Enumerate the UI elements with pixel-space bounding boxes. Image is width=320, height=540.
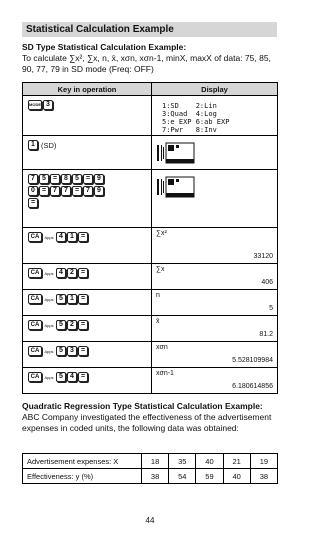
shift-label: Apps	[44, 375, 54, 380]
calculator-key: =	[78, 294, 88, 304]
display-cell	[152, 290, 278, 316]
table-row	[23, 170, 278, 228]
display-value: 6.180614856	[232, 383, 273, 390]
display-label: ∑x	[156, 266, 165, 273]
lcd-segment	[163, 181, 164, 193]
lcd-segment	[166, 159, 194, 163]
operation-table	[22, 82, 278, 394]
display-cell	[152, 264, 278, 290]
header-key-in: Key in operation	[23, 83, 152, 96]
calculator-key: 3	[43, 100, 53, 110]
calculator-key: =	[78, 372, 88, 382]
lcd-segment	[163, 147, 164, 159]
quad-example-text: ABC Company investigated the effectiveness of the advertisement expenses in coded units, the following data was obtained:	[22, 412, 272, 433]
calculator-key: 0	[28, 186, 38, 196]
display-cell	[152, 342, 278, 368]
table-row	[23, 316, 278, 342]
calculator-key: 2	[67, 320, 77, 330]
calculator-key: =	[28, 198, 38, 208]
data-cell: 40	[196, 454, 223, 469]
calculator-key: 7	[28, 174, 38, 184]
key-cell	[23, 264, 152, 290]
lcd-stat-screen	[156, 141, 196, 165]
shift-label: Apps	[44, 297, 54, 302]
calculator-key: 3	[67, 346, 77, 356]
calculator-key: CA	[28, 372, 42, 382]
display-label: ∑x²	[156, 230, 167, 237]
lcd-segment	[166, 193, 194, 197]
calculator-key: 7	[83, 186, 93, 196]
data-cell: 19	[250, 454, 277, 469]
mode-tag: (SD)	[41, 141, 57, 151]
calculator-key: 9	[94, 186, 104, 196]
display-value: 406	[261, 279, 273, 286]
lcd-segment	[161, 145, 162, 161]
key-cell	[23, 96, 152, 136]
display-value: 5.528109984	[232, 357, 273, 364]
sd-example-title: SD Type Statistical Calculation Example:	[22, 42, 187, 52]
calculator-key: 2	[67, 268, 77, 278]
calculator-key: 8	[61, 174, 71, 184]
key-cell	[23, 316, 152, 342]
lcd-segment	[168, 145, 174, 151]
calculator-key: =	[78, 346, 88, 356]
display-label: xσn-1	[156, 370, 174, 377]
key-cell	[23, 228, 152, 264]
calculator-key: =	[78, 232, 88, 242]
table-row	[23, 228, 278, 264]
calculator-key: 5	[56, 372, 66, 382]
display-cell	[152, 316, 278, 342]
operation-table-header	[23, 83, 278, 96]
shift-label: Apps	[44, 349, 54, 354]
data-row	[23, 469, 278, 484]
data-cell: 18	[142, 454, 169, 469]
display-cell	[152, 136, 278, 170]
display-cell	[152, 96, 278, 136]
calculator-key: 1	[67, 232, 77, 242]
calculator-key: 1	[28, 140, 38, 150]
table-row	[23, 136, 278, 170]
lcd-segment	[157, 179, 159, 195]
lcd-segment	[168, 179, 174, 185]
table-row	[23, 342, 278, 368]
calculator-key: =	[78, 268, 88, 278]
display-value: 33120	[253, 253, 273, 260]
calculator-key: 1	[67, 294, 77, 304]
data-cell: 59	[196, 469, 223, 484]
display-label: n	[156, 292, 160, 299]
calculator-key: =	[78, 320, 88, 330]
calculator-key: =	[83, 174, 93, 184]
shift-label: Apps	[44, 271, 54, 276]
sd-example-intro: To calculate ∑x², ∑x, n, x̄, xσn, xσn-1, minX, maxX of data: 75, 85, 90, 77, 79 in SD mode (Freq: OFF)	[22, 53, 271, 74]
key-cell	[23, 136, 152, 170]
calculator-key: CA	[28, 294, 42, 304]
calculator-key: 5	[72, 174, 82, 184]
calculator-key: 5	[56, 346, 66, 356]
table-row	[23, 368, 278, 394]
data-row	[23, 454, 278, 469]
calculator-key: 5	[39, 174, 49, 184]
lcd-segment	[176, 145, 179, 148]
display-label: x̄	[156, 318, 160, 325]
lcd-segment	[157, 145, 159, 161]
calculator-key: CA	[28, 346, 42, 356]
data-row-header: Effectiveness: y (%)	[23, 469, 142, 484]
display-cell	[152, 170, 278, 228]
page-number: 44	[145, 516, 155, 525]
lcd-segment	[176, 179, 179, 182]
shift-label: Apps	[44, 323, 54, 328]
calculator-key: CA	[28, 232, 42, 242]
calculator-key: MODE	[28, 100, 42, 110]
lcd-segment	[161, 179, 162, 195]
calculator-key: 4	[67, 372, 77, 382]
calculator-key: 4	[56, 232, 66, 242]
key-cell	[23, 368, 152, 394]
calculator-key: 7	[61, 186, 71, 196]
header-display: Display	[152, 83, 278, 96]
calculator-key: 9	[94, 174, 104, 184]
data-row-header: Advertisement expenses: X	[23, 454, 142, 469]
display-cell	[152, 228, 278, 264]
calculator-key: 4	[56, 268, 66, 278]
calculator-key: =	[39, 186, 49, 196]
calculator-key: CA	[28, 320, 42, 330]
calculator-key: =	[50, 174, 60, 184]
data-table	[22, 453, 278, 484]
data-cell: 40	[223, 469, 250, 484]
data-cell: 38	[250, 469, 277, 484]
data-cell: 21	[223, 454, 250, 469]
display-value: 5	[269, 305, 273, 312]
display-label: xσn	[156, 344, 168, 351]
data-cell: 54	[169, 469, 196, 484]
shift-label: Apps	[44, 235, 54, 240]
calculator-key: 5	[56, 294, 66, 304]
calculator-key: =	[72, 186, 82, 196]
data-cell: 35	[169, 454, 196, 469]
data-cell: 38	[142, 469, 169, 484]
key-cell	[23, 170, 152, 228]
key-cell	[23, 342, 152, 368]
mode-menu: 1:SD 2:Lin 3:Quad 4:Log 5:e EXP 6:ab EXP 7:Pwr 8:Inv	[162, 102, 230, 134]
display-value: 81.2	[259, 331, 273, 338]
calculator-key: CA	[28, 268, 42, 278]
display-cell	[152, 368, 278, 394]
table-row	[23, 96, 278, 136]
calculator-key: 5	[56, 320, 66, 330]
section-banner: Statistical Calculation Example	[22, 22, 277, 37]
table-row	[23, 264, 278, 290]
lcd-stat-screen	[156, 175, 196, 201]
calculator-key: 7	[50, 186, 60, 196]
table-row	[23, 290, 278, 316]
quad-example-title: Quadratic Regression Type Statistical Calculation Example:	[22, 401, 263, 411]
key-cell	[23, 290, 152, 316]
